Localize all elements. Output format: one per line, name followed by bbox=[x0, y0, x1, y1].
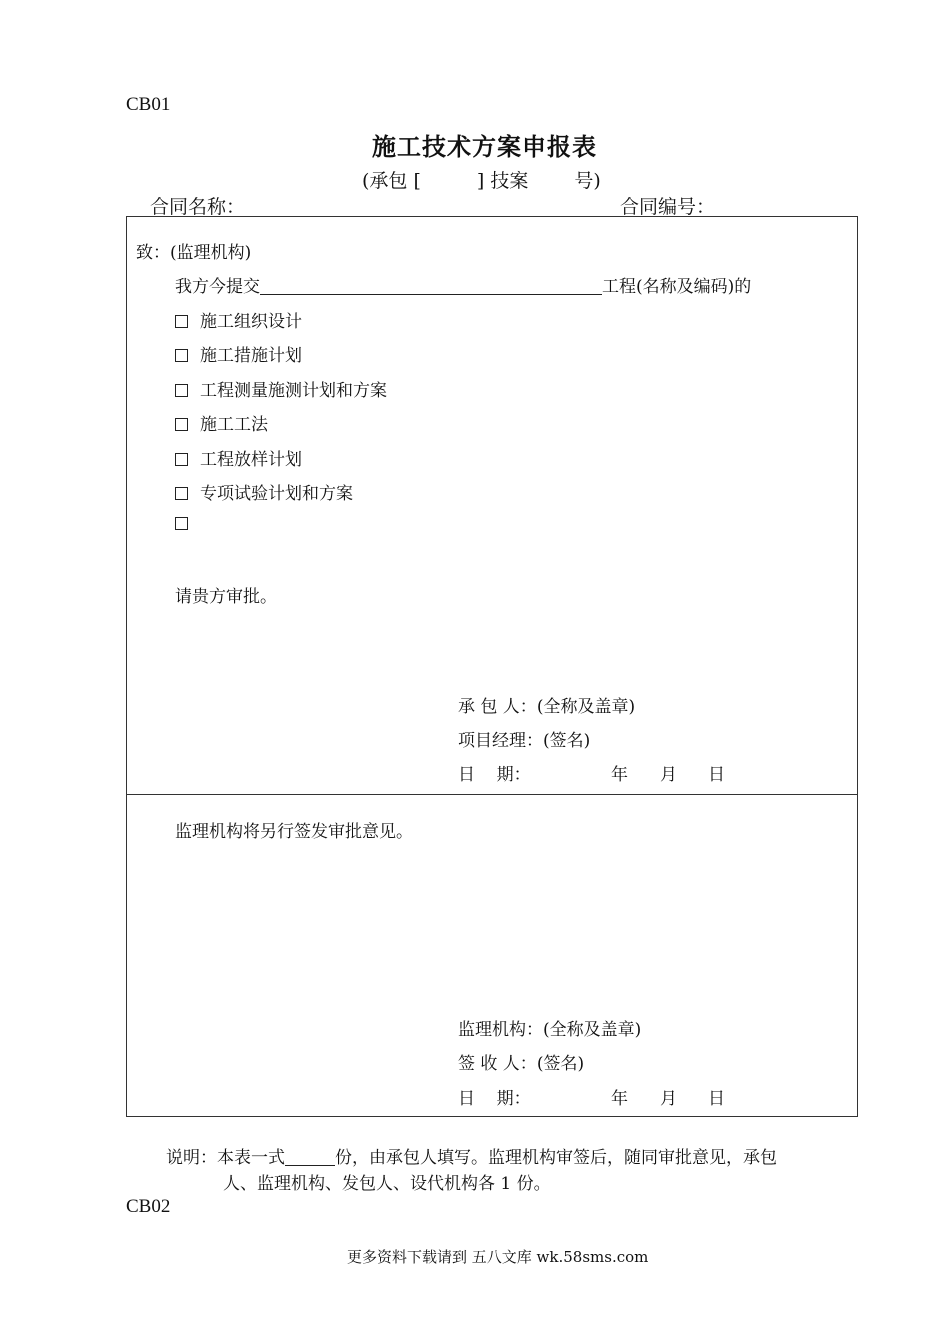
checklist-item-label: 施工措施计划 bbox=[200, 346, 302, 366]
checklist-item[interactable] bbox=[175, 410, 268, 435]
submit-prefix: 我方今提交 bbox=[175, 277, 260, 297]
date-day: 日 bbox=[708, 765, 725, 785]
form-code-top: CB01 bbox=[126, 94, 171, 115]
receiver-value: (签名) bbox=[536, 1054, 585, 1074]
note-prefix: 说明：本表一式 bbox=[166, 1148, 285, 1168]
date-label: 日 期： bbox=[458, 765, 531, 785]
note-line-1 bbox=[166, 1145, 777, 1171]
checkbox[interactable] bbox=[175, 349, 188, 362]
checkbox[interactable] bbox=[175, 418, 188, 431]
agency-line bbox=[458, 1015, 641, 1040]
checkbox[interactable] bbox=[175, 487, 188, 500]
checklist-item-label: 专项试验计划和方案 bbox=[200, 484, 353, 504]
date-label: 日 期： bbox=[458, 1089, 531, 1109]
manager-value: (签名) bbox=[543, 731, 591, 751]
checklist-item-label: 工程测量施测计划和方案 bbox=[200, 381, 387, 401]
submit-line bbox=[175, 272, 751, 297]
note-line-2: 人、监理机构、发包人、设代机构各 1 份。 bbox=[223, 1174, 551, 1194]
contractor-label: 承 包 人： bbox=[458, 697, 537, 717]
contractor-line bbox=[458, 692, 635, 717]
manager-line bbox=[458, 726, 590, 751]
footer-text: 更多资料下载请到 五八文库 wk.58sms.com bbox=[347, 1248, 649, 1266]
checklist-item[interactable] bbox=[175, 307, 302, 332]
checklist-item-label: 施工工法 bbox=[200, 415, 268, 435]
checkbox[interactable] bbox=[175, 453, 188, 466]
checklist-item[interactable] bbox=[175, 376, 387, 401]
checkbox[interactable] bbox=[175, 384, 188, 397]
form-title: 施工技术方案申报表 bbox=[372, 132, 597, 161]
section-divider bbox=[126, 794, 858, 795]
date-year: 年 bbox=[611, 765, 628, 785]
addressee-line: 致：(监理机构) bbox=[136, 243, 252, 263]
checklist-item[interactable] bbox=[175, 479, 353, 504]
date-month: 月 bbox=[660, 1089, 677, 1109]
agency-value: (全称及盖章) bbox=[543, 1020, 642, 1040]
request-text: 请贵方审批。 bbox=[175, 587, 277, 607]
checklist-item-label: 施工组织设计 bbox=[200, 312, 302, 332]
submit-suffix: 工程(名称及编码)的 bbox=[602, 277, 752, 297]
checkbox[interactable] bbox=[175, 517, 188, 530]
subtitle-prefix: (承包 [ bbox=[362, 170, 421, 192]
checklist-item[interactable] bbox=[175, 445, 302, 470]
opinion-text: 监理机构将另行签发审批意见。 bbox=[175, 822, 413, 842]
checklist-item[interactable] bbox=[175, 341, 302, 366]
subtitle-suffix: 号) bbox=[574, 170, 601, 192]
contractor-value: (全称及盖章) bbox=[536, 697, 636, 717]
form-code-bottom: CB02 bbox=[126, 1196, 171, 1217]
manager-label: 项目经理： bbox=[458, 731, 543, 751]
project-name-blank[interactable] bbox=[260, 278, 602, 295]
contract-name-label: 合同名称： bbox=[150, 196, 246, 218]
checkbox[interactable] bbox=[175, 315, 188, 328]
date-month: 月 bbox=[660, 765, 677, 785]
checklist-item-label: 工程放样计划 bbox=[200, 450, 302, 470]
receiver-line bbox=[458, 1049, 584, 1074]
receiver-label: 签 收 人： bbox=[458, 1054, 537, 1074]
agency-label: 监理机构： bbox=[458, 1020, 543, 1040]
copies-blank[interactable] bbox=[285, 1149, 335, 1166]
date-day: 日 bbox=[708, 1089, 725, 1109]
form-subtitle bbox=[362, 166, 601, 193]
checklist-item[interactable] bbox=[175, 514, 200, 534]
contract-number-label: 合同编号： bbox=[620, 196, 716, 218]
note-suffix: 份，由承包人填写。监理机构审签后，随同审批意见，承包 bbox=[335, 1148, 777, 1168]
subtitle-bracket-close: ] 技案 bbox=[476, 170, 529, 192]
date-year: 年 bbox=[611, 1089, 628, 1109]
